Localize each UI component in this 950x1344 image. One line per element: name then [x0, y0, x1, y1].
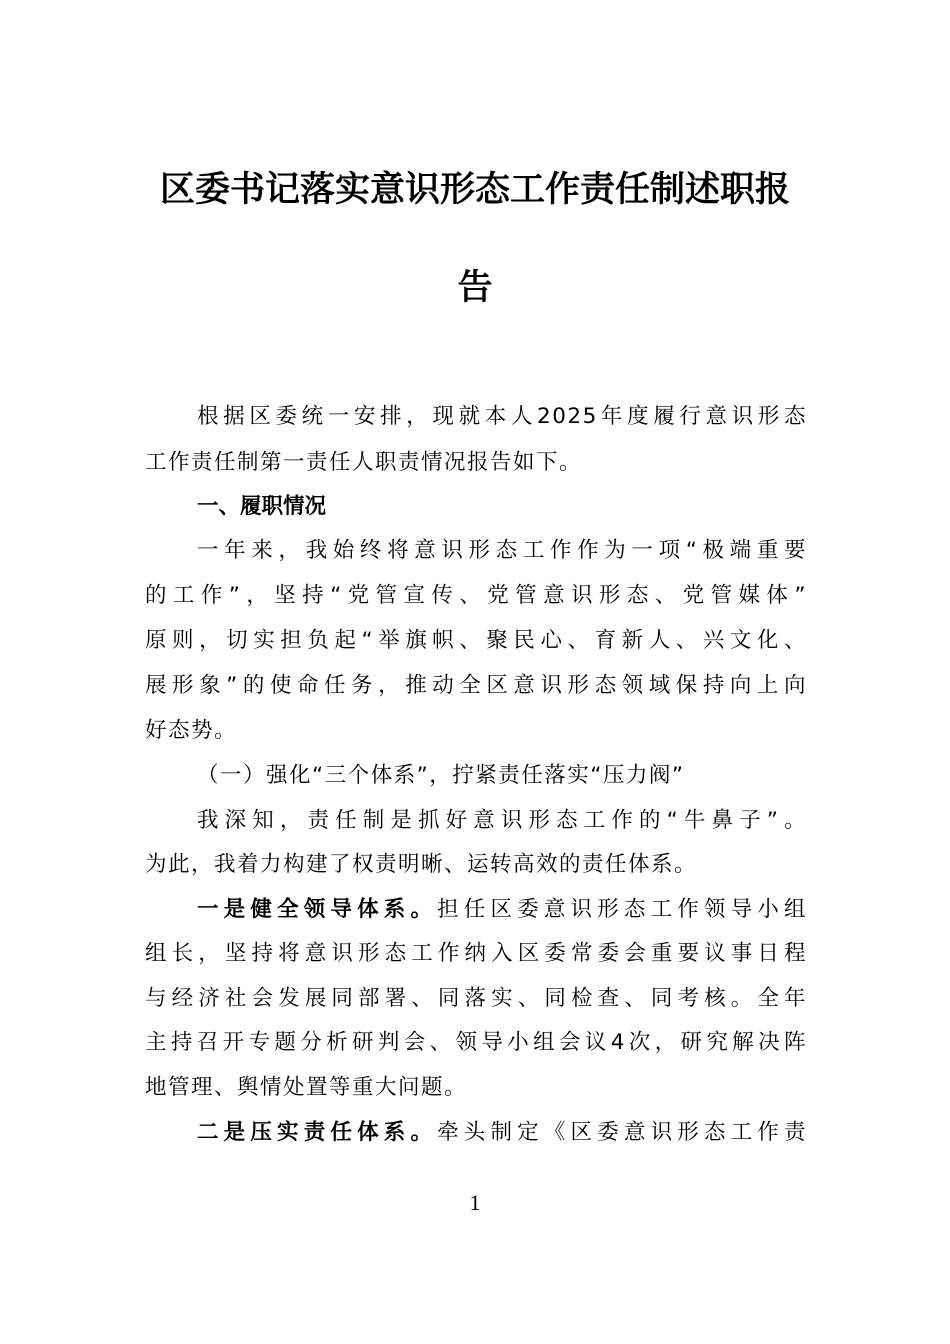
para3-line-1-rest: 担任区委意识形态工作领导小组 [437, 897, 807, 922]
para1-line-5: 好态势。 [145, 718, 238, 743]
para3-line-1 [197, 898, 807, 922]
para1-line-3: 原则，切实担负起“举旗帜、聚民心、育新人、兴文化、 [145, 628, 807, 653]
para3-line-4: 主持召开专题分析研判会、领导小组会议4次，研究解决阵 [145, 1030, 807, 1055]
para1-line-2: 的工作”，坚持“党管宣传、党管意识形态、党管媒体” [145, 583, 807, 608]
para3-lead: 一是健全领导体系。 [197, 897, 438, 922]
document-title-line-1: 区委书记落实意识形态工作责任制述职报 [159, 169, 790, 210]
para2-line-1: 我深知，责任制是抓好意识形态工作的“牛鼻子”。 [197, 808, 807, 833]
page-number: 1 [469, 1190, 481, 1215]
subsection-heading-three-systems: （一）强化“三个体系”，拧紧责任落实“压力阀” [197, 763, 685, 788]
para1-line-1: 一年来，我始终将意识形态工作作为一项“极端重要 [197, 538, 807, 563]
para4-line-1-rest: 牵头制定《区委意识形态工作责 [437, 1120, 807, 1145]
document-title-line-2: 告 [457, 267, 493, 308]
para1-line-4: 展形象”的使命任务，推动全区意识形态领域保持向上向 [145, 673, 807, 698]
para3-line-5: 地管理、舆情处置等重大问题。 [145, 1075, 468, 1100]
para3-line-3: 与经济社会发展同部署、同落实、同检查、同考核。全年 [145, 986, 807, 1011]
section-heading-performance: 一、履职情况 [197, 494, 327, 519]
para2-line-2: 为此，我着力构建了权责明晰、运转高效的责任体系。 [145, 852, 698, 877]
para3-line-2: 组长，坚持将意识形态工作纳入区委常委会重要议事日程 [145, 941, 807, 966]
para4-line-1 [197, 1121, 807, 1145]
intro-line-1: 根据区委统一安排，现就本人2025年度履行意识形态 [197, 404, 807, 429]
intro-line-2: 工作责任制第一责任人职责情况报告如下。 [145, 450, 583, 475]
para4-lead: 二是压实责任体系。 [197, 1120, 438, 1145]
